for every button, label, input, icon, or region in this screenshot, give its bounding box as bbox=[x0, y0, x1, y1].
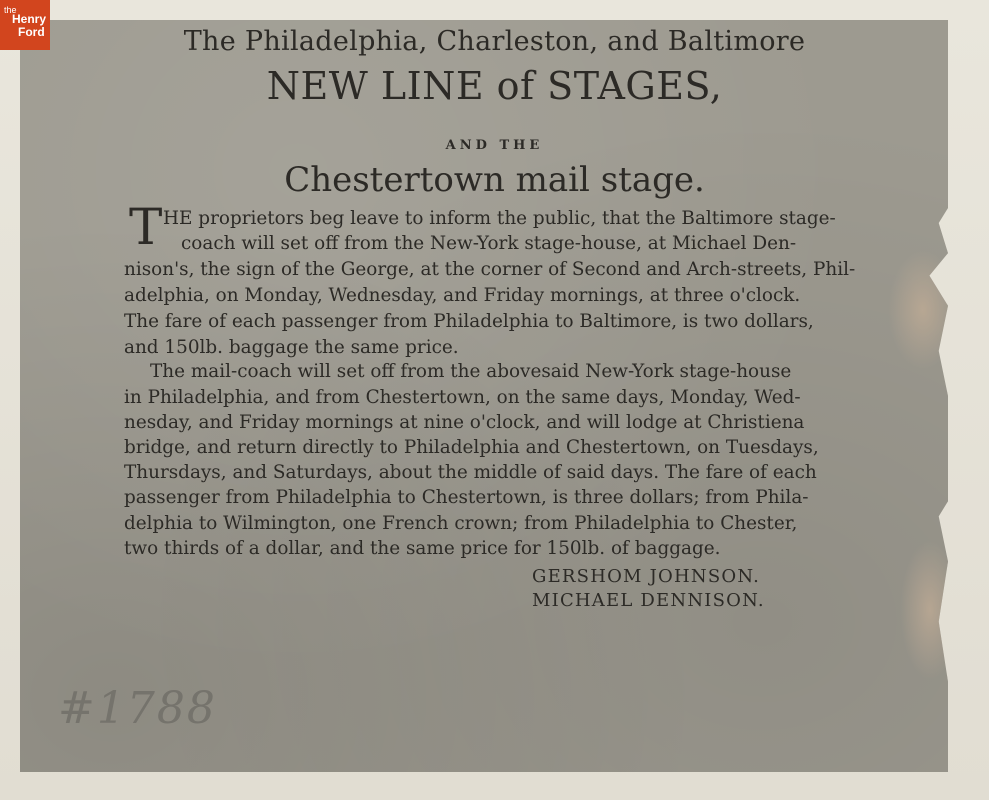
body-line: adelphia, on Monday, Wednesday, and Friday mornings, at three o'clock. bbox=[124, 285, 801, 306]
body-line: coach will set off from the New-York stage-house, at Michael Den- bbox=[181, 233, 797, 254]
body-line: nison's, the sign of the George, at the corner of Second and Arch-streets, Phil- bbox=[124, 259, 856, 280]
heading-line-1: The Philadelphia, Charleston, and Baltimore bbox=[183, 26, 806, 57]
body-line: in Philadelphia, and from Chestertown, on the same days, Monday, Wed- bbox=[124, 387, 801, 408]
body-line: The mail-coach will set off from the abovesaid New-York stage-house bbox=[150, 361, 792, 382]
body-line: bridge, and return directly to Philadelphia and Chestertown, on Tuesdays, bbox=[124, 437, 819, 458]
logo-text: the bbox=[4, 5, 17, 15]
body-line: nesday, and Friday mornings at nine o'clock, and will lodge at Christiena bbox=[124, 412, 805, 433]
body-line: HE proprietors beg leave to inform the public, that the Baltimore stage- bbox=[163, 208, 836, 229]
drop-cap: T bbox=[129, 198, 163, 256]
body-line: two thirds of a dollar, and the same price for 150lb. of baggage. bbox=[124, 538, 721, 559]
body-line: Thursdays, and Saturdays, about the middle of said days. The fare of each bbox=[124, 462, 817, 483]
signature-2: MICHAEL DENNISON. bbox=[532, 590, 765, 611]
body-line: delphia to Wilmington, one French crown; from Philadelphia to Chester, bbox=[124, 513, 798, 534]
handwritten-number: #1788 bbox=[58, 683, 217, 734]
body-line: The fare of each passenger from Philadelphia to Baltimore, is two dollars, bbox=[124, 311, 814, 332]
heading-line-3: Chestertown mail stage. bbox=[284, 160, 705, 200]
heading-and-the: AND THE bbox=[445, 138, 544, 153]
signature-1: GERSHOM JOHNSON. bbox=[532, 566, 761, 587]
heading-line-2: NEW LINE of STAGES, bbox=[266, 64, 723, 108]
logo-text: Henry bbox=[12, 12, 47, 26]
body-line: passenger from Philadelphia to Chestertown, is three dollars; from Phila- bbox=[124, 487, 809, 508]
logo-text: Ford bbox=[18, 25, 45, 39]
body-line: and 150lb. baggage the same price. bbox=[124, 337, 459, 358]
